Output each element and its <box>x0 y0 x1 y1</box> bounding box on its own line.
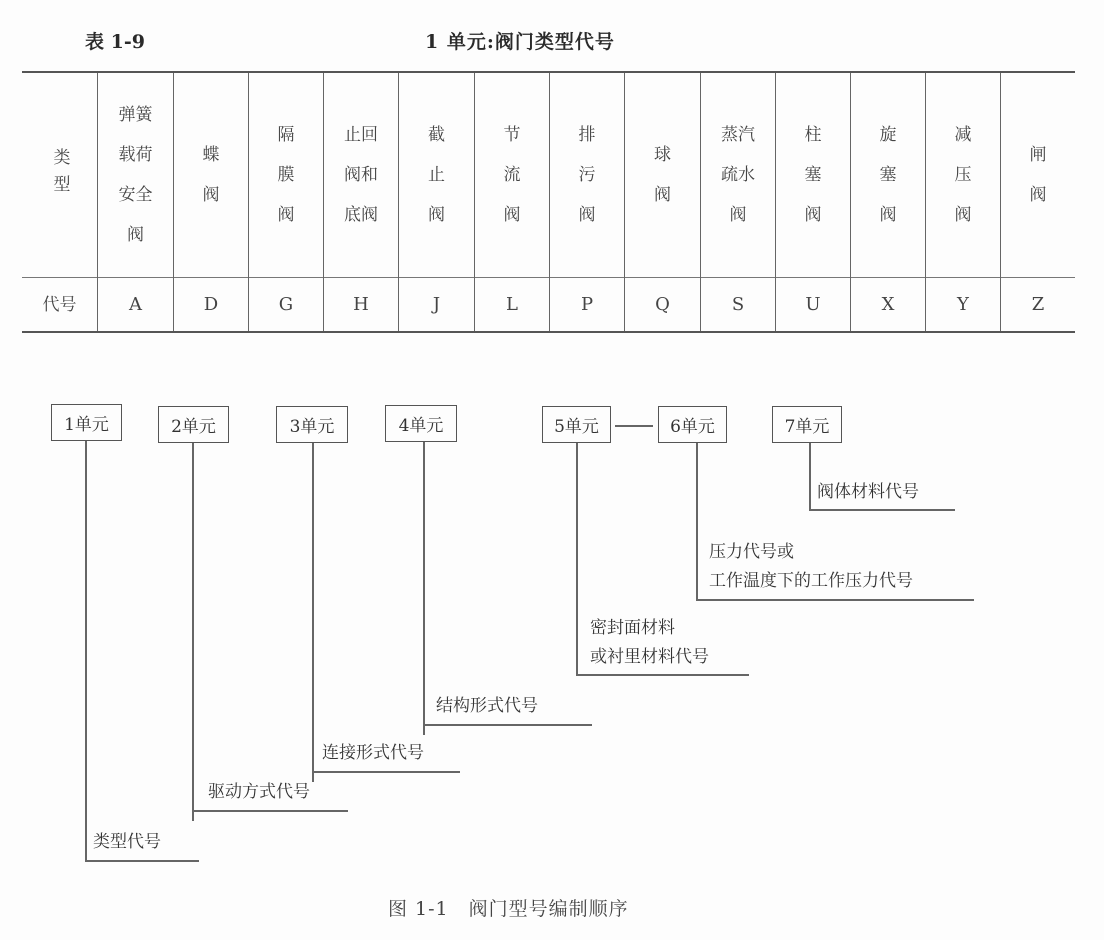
unit-1-leader-horizontal <box>85 860 199 862</box>
unit-6-description-line-1: 压力代号或 <box>709 542 794 562</box>
unit-6-description-line-2: 工作温度下的工作压力代号 <box>709 571 913 591</box>
unit-5-6-connector <box>615 425 653 427</box>
unit-3-leader-horizontal <box>312 771 460 773</box>
unit-6-leader-horizontal <box>696 599 974 601</box>
code-cell: A <box>129 293 142 315</box>
type-cell: 蒸汽 疏水 阀 <box>721 125 755 225</box>
type-cell: 闸 阀 <box>1029 145 1047 205</box>
unit-4-leader-vertical <box>423 442 425 735</box>
row-header-code: 代号 <box>42 294 77 315</box>
code-cell: S <box>731 293 745 315</box>
unit-4-description: 结构形式代号 <box>436 696 538 716</box>
code-cell: J <box>432 293 441 315</box>
unit-1-leader-vertical <box>85 441 87 860</box>
unit-5-leader-vertical <box>576 443 578 674</box>
table-title: 1 单元:阀门类型代号 <box>425 31 615 53</box>
unit-7-leader-horizontal <box>809 509 955 511</box>
table-label: 表 1-9 <box>85 31 145 53</box>
unit-1-box: 1单元 <box>51 404 122 441</box>
unit-2-box: 2单元 <box>158 406 229 443</box>
unit-6-leader-vertical <box>696 443 698 600</box>
type-cell: 隔 膜 阀 <box>277 125 295 225</box>
type-cell: 柱 塞 阀 <box>804 125 822 225</box>
code-cell: D <box>203 293 219 315</box>
unit-4-leader-horizontal <box>423 724 592 726</box>
unit-2-description: 驱动方式代号 <box>208 782 310 802</box>
unit-7-description: 阀体材料代号 <box>817 482 919 502</box>
type-cell: 旋 塞 阀 <box>879 125 897 225</box>
unit-5-leader-horizontal <box>576 674 749 676</box>
unit-4-box: 4单元 <box>385 405 457 442</box>
unit-6-box: 6单元 <box>658 406 727 443</box>
unit-5-description-line-2: 或衬里材料代号 <box>590 647 709 667</box>
type-cell: 球 阀 <box>654 145 671 205</box>
type-cell: 蝶 阀 <box>202 145 220 205</box>
type-cell: 截 止 阀 <box>428 125 445 225</box>
unit-2-leader-vertical <box>192 443 194 821</box>
unit-7-leader-vertical <box>809 443 811 510</box>
code-cell: Y <box>957 293 969 315</box>
type-cell: 排 污 阀 <box>578 125 596 225</box>
unit-2-leader-horizontal <box>192 810 348 812</box>
code-cell: X <box>881 293 895 315</box>
unit-3-description: 连接形式代号 <box>322 743 424 763</box>
figure-caption: 图 1-1 阀门型号编制顺序 <box>388 898 629 920</box>
unit-7-box: 7单元 <box>772 406 842 443</box>
code-cell: U <box>805 293 821 315</box>
code-cell: Q <box>655 293 670 315</box>
code-cell: H <box>353 293 369 315</box>
unit-3-box: 3单元 <box>276 406 348 443</box>
unit-1-description: 类型代号 <box>93 832 161 852</box>
type-cell: 减 压 阀 <box>954 125 972 225</box>
code-cell: P <box>580 293 594 315</box>
unit-3-leader-vertical <box>312 443 314 782</box>
table-bottom-rule <box>22 331 1075 333</box>
type-cell: 节 流 阀 <box>503 125 521 225</box>
row-header-type: 类型 <box>49 148 70 202</box>
code-cell: Z <box>1031 293 1045 315</box>
code-cell: L <box>506 293 518 315</box>
type-cell: 弹簧 载荷 安全 阀 <box>118 105 153 245</box>
code-cell: G <box>278 293 294 315</box>
unit-5-description-line-1: 密封面材料 <box>590 618 675 638</box>
type-cell: 止回 阀和 底阀 <box>344 125 378 225</box>
unit-5-box: 5单元 <box>542 406 611 443</box>
